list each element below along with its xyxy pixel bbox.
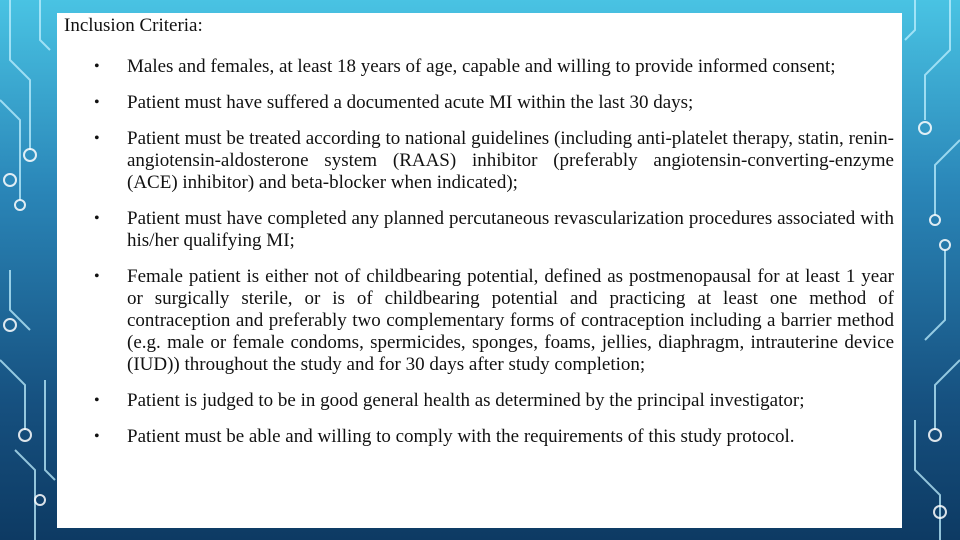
bullet-icon: • [94,268,100,285]
list-item [64,56,894,78]
criterion-text: Patient must have completed any planned percutaneous revascularization procedures associated with his/her qualifying MI; [127,208,894,251]
list-item [64,390,894,412]
list-item [64,128,894,194]
bullet-icon: • [94,130,100,147]
document-panel [57,13,902,528]
bullet-icon: • [94,94,100,111]
bullet-icon: • [94,428,100,445]
criterion-text: Female patient is either not of childbearing potential, defined as postmenopausal for at least 1 year or surgically sterile, or is of childbearing potential and practicing at least one method of contraception and preferably two complementary forms of contraception including a barrier method (e.g. male or female condoms, spermicides, sponges, foams, jellies, diaphragm, intrauterine device (IUD)) throughout the study and for 30 days after study completion; [127,266,894,375]
list-item [64,426,894,448]
bullet-icon: • [94,58,100,75]
criterion-text: Patient is judged to be in good general health as determined by the principal investigator; [127,390,805,411]
criterion-text: Males and females, at least 18 years of age, capable and willing to provide informed consent; [127,56,836,77]
bullet-icon: • [94,210,100,227]
list-item [64,208,894,252]
list-item [64,266,894,376]
bullet-icon: • [94,392,100,409]
criterion-text: Patient must have suffered a documented acute MI within the last 30 days; [127,92,694,113]
criteria-list [64,56,894,448]
list-item [64,92,894,114]
criterion-text: Patient must be treated according to national guidelines (including anti-platelet therapy, statin, renin-angiotensin-aldosterone system (RAAS) inhibitor (preferably angiotensin-converting-enzyme (ACE) inhibitor) and beta-blocker when indicated); [127,128,894,193]
criterion-text: Patient must be able and willing to comply with the requirements of this study protocol. [127,426,795,447]
page-title: Inclusion Criteria: [64,15,203,36]
